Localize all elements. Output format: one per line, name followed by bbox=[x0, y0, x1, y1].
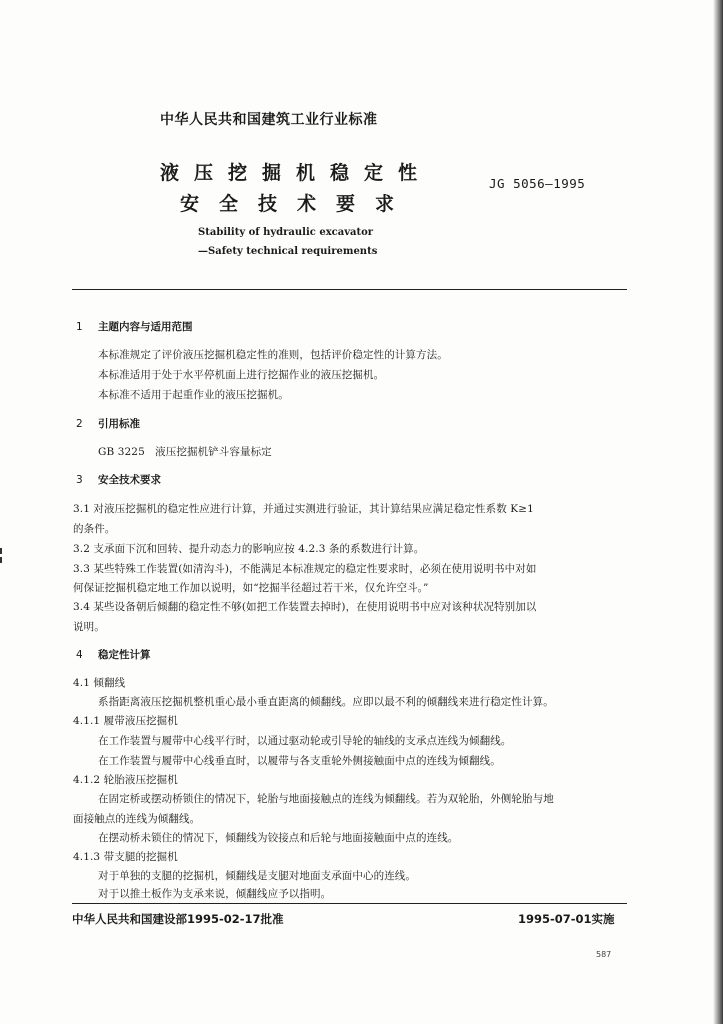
paragraph-cont: 面接触点的连线为倾翻线。 bbox=[73, 813, 201, 825]
clause-3-4: 3.4 某些设备朝后倾翻的稳定性不够(如把工作装置去掉时)，在使用说明书中应对该种状况特别加以 bbox=[73, 601, 537, 613]
clause-3-3-cont: 何保证挖掘机稳定地工作加以说明，如“挖掘半径超过若干米，仅允许空斗。” bbox=[73, 582, 429, 594]
approval-date: 中华人民共和国建设部1995-02-17批准 bbox=[72, 912, 284, 926]
standard-number: JG 5056—1995 bbox=[489, 176, 586, 191]
standard-category: 中华人民共和国建筑工业行业标准 bbox=[160, 112, 378, 128]
paragraph: 在摆动桥未锁住的情况下，倾翻线为铰接点和后轮与地面接触面中点的连线。 bbox=[98, 832, 459, 844]
paragraph: 在固定桥或摆动桥锁住的情况下，轮胎与地面接触点的连线为倾翻线。若为双轮胎，外侧轮胎与地 bbox=[98, 793, 554, 805]
clause-4-1-1: 4.1.1 履带液压挖掘机 bbox=[73, 715, 178, 727]
reference-item: GB 3225 液压挖掘机铲斗容量标定 bbox=[98, 446, 272, 458]
english-title-line-2: —Safety technical requirements bbox=[198, 246, 378, 257]
clause-4-1-3: 4.1.3 带支腿的挖掘机 bbox=[73, 851, 178, 863]
page-number: 587 bbox=[596, 950, 612, 959]
scan-margin-mark bbox=[0, 548, 2, 554]
section-3-heading: 3 安全技术要求 bbox=[76, 474, 161, 486]
clause-3-3: 3.3 某些特殊工作装置(如清沟斗)，不能满足本标准规定的稳定性要求时，必须在使用说明书中对如 bbox=[73, 563, 537, 575]
scan-margin-mark bbox=[0, 557, 2, 563]
clause-3-1: 3.1 对液压挖掘机的稳定性应进行计算，并通过实测进行验证，其计算结果应满足稳定性系数 K≥1 bbox=[73, 503, 534, 515]
section-1-heading: 1 主题内容与适用范围 bbox=[76, 321, 193, 333]
clause-4-1-2: 4.1.2 轮胎液压挖掘机 bbox=[73, 774, 178, 786]
section-4-heading: 4 稳定性计算 bbox=[76, 649, 151, 661]
clause-4-1: 4.1 倾翻线 bbox=[73, 677, 126, 689]
clause-3-2: 3.2 支承面下沉和回转、提升动态力的影响应按 4.2.3 条的系数进行计算。 bbox=[73, 543, 425, 555]
scan-edge-shadow bbox=[713, 0, 723, 1024]
paragraph: 在工作装置与履带中心线垂直时，以履带与各支重轮外侧接触面中点的连线为倾翻线。 bbox=[98, 755, 501, 767]
clause-3-4-cont: 说明。 bbox=[73, 621, 105, 633]
header-divider bbox=[72, 289, 627, 290]
paragraph: 对于以推土板作为支承来说，倾翻线应予以指明。 bbox=[98, 888, 332, 900]
footer-divider bbox=[72, 903, 627, 904]
paragraph: 在工作装置与履带中心线平行时，以通过驱动轮或引导轮的轴线的支承点连线为倾翻线。 bbox=[98, 735, 512, 747]
paragraph: 本标准不适用于起重作业的液压挖掘机。 bbox=[98, 389, 289, 401]
paragraph: 本标准适用于处于水平停机面上进行挖掘作业的液压挖掘机。 bbox=[98, 369, 385, 381]
english-title-line-1: Stability of hydraulic excavator bbox=[198, 227, 374, 238]
title-line-2: 安全技术要求 bbox=[180, 193, 415, 215]
paragraph: 系指距离液压挖掘机整机重心最小垂直距离的倾翻线。应即以最不利的倾翻线来进行稳定性计算。 bbox=[98, 696, 554, 708]
clause-3-1-cont: 的条件。 bbox=[73, 523, 116, 535]
section-2-heading: 2 引用标准 bbox=[76, 418, 140, 430]
title-line-1: 液压挖掘机稳定性 bbox=[160, 162, 433, 184]
implementation-date: 1995-07-01实施 bbox=[518, 912, 615, 926]
paragraph: 本标准规定了评价液压挖掘机稳定性的准则，包括评价稳定性的计算方法。 bbox=[98, 349, 448, 361]
paragraph: 对于单独的支腿的挖掘机，倾翻线是支腿对地面支承面中心的连线。 bbox=[98, 870, 416, 882]
